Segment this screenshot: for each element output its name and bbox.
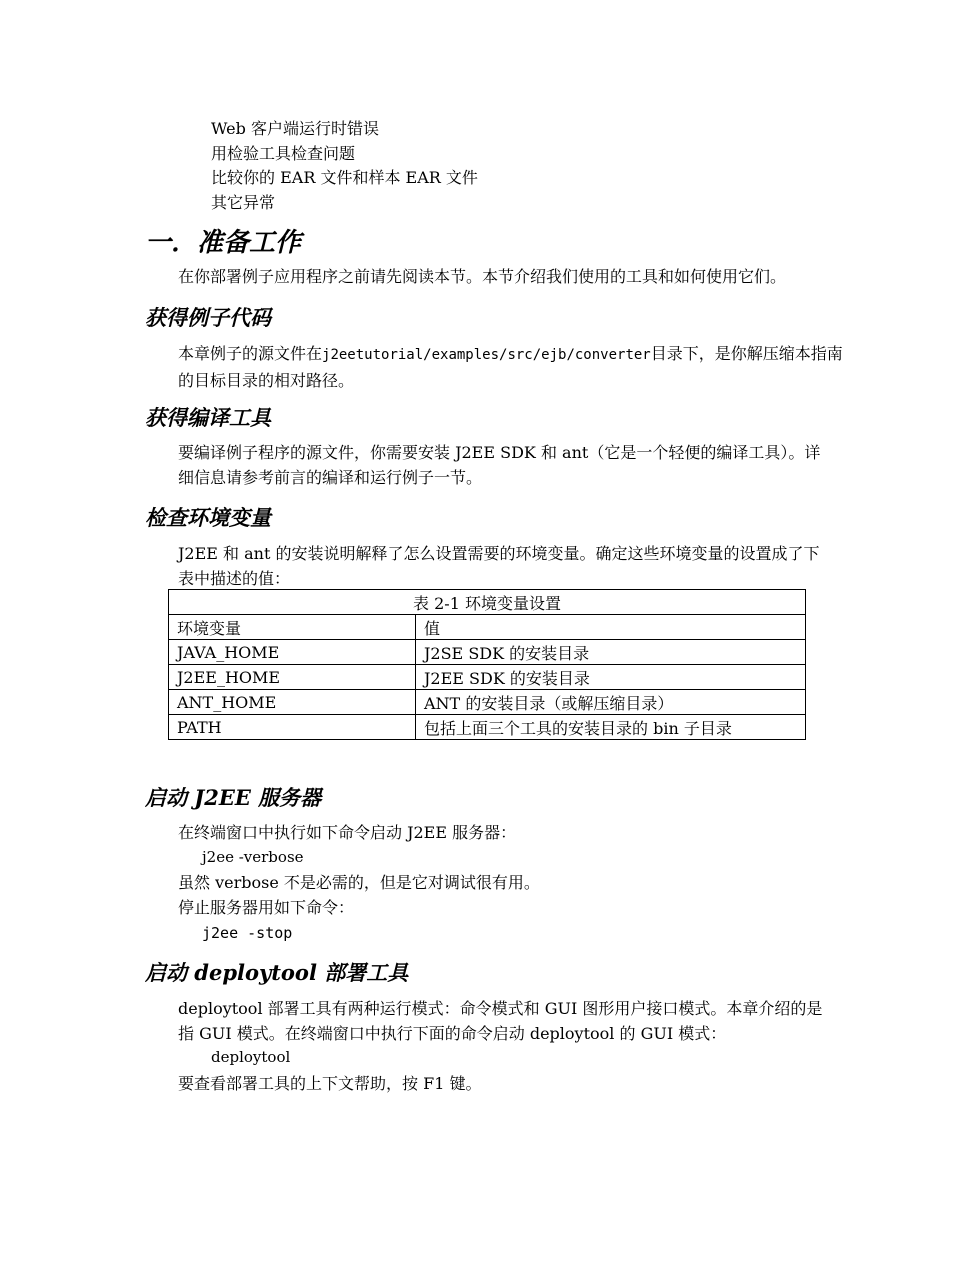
table-header-row	[169, 615, 806, 640]
toc-item: Web 客户端运行时错误	[211, 119, 379, 138]
paragraph-deploytool-help	[178, 1071, 838, 1096]
command-start-server: j2ee -verbose	[202, 848, 304, 866]
command-deploytool: deploytool	[211, 1048, 291, 1066]
heading-env-vars: 检查环境变量	[145, 505, 271, 530]
text-span: 目录下，是你解压缩本指南	[650, 344, 843, 363]
paragraph-get-tools	[178, 440, 838, 490]
chapter-heading: 一．准备工作	[145, 228, 302, 258]
toc-list	[211, 117, 478, 215]
paragraph-line: 停止服务器用如下命令：	[178, 898, 355, 917]
table-cell: ANT_HOME	[169, 690, 416, 715]
paragraph-line: deploytool 部署工具有两种运行模式：命令模式和 GUI 图形用户接口模式。本章介绍的是	[178, 999, 823, 1018]
table-cell: 包括上面三个工具的安装目录的 bin 子目录	[416, 715, 806, 740]
paragraph-line	[178, 341, 843, 368]
paragraph-line: 虽然 verbose 不是必需的，但是它对调试很有用。	[178, 873, 540, 892]
section-intro	[178, 264, 838, 289]
paragraph-line: 细信息请参考前言的编译和运行例子一节。	[178, 468, 483, 487]
table-cell: JAVA_HOME	[169, 640, 416, 665]
text-span: 本章例子的源文件在	[178, 344, 323, 363]
paragraph-env-vars	[178, 541, 838, 591]
command-stop-server: j2ee -stop	[202, 924, 293, 942]
toc-item: 比较你的 EAR 文件和样本 EAR 文件	[211, 168, 478, 187]
paragraph-get-code	[178, 341, 843, 393]
table-row	[169, 690, 806, 715]
toc-item: 其它异常	[211, 192, 276, 212]
heading-start-deploytool: 启动 deploytool 部署工具	[145, 960, 409, 985]
paragraph-line: 在终端窗口中执行如下命令启动 J2EE 服务器：	[178, 823, 517, 842]
table-cell: J2SE SDK 的安装目录	[416, 640, 806, 665]
heading-start-server: 启动 J2EE 服务器	[145, 785, 322, 810]
table-cell: ANT 的安装目录（或解压缩目录）	[416, 690, 806, 715]
paragraph-line: 要编译例子程序的源文件，你需要安装 J2EE SDK 和 ant（它是一个轻便的编译工具）。详	[178, 443, 821, 462]
paragraph-line: 表中描述的值：	[178, 569, 291, 588]
table-cell: J2EE SDK 的安装目录	[416, 665, 806, 690]
paragraph-line: 要查看部署工具的上下文帮助，按 F1 键。	[178, 1074, 482, 1093]
table-header-cell: 环境变量	[169, 615, 416, 640]
heading-get-tools: 获得编译工具	[145, 405, 271, 430]
paragraph-line: 的目标目录的相对路径。	[178, 371, 355, 390]
table-row	[169, 665, 806, 690]
table-caption: 表 2-1 环境变量设置	[169, 590, 806, 615]
paragraph-line: 在你部署例子应用程序之前请先阅读本节。本节介绍我们使用的工具和如何使用它们。	[178, 267, 787, 286]
code-path: j2eetutorial/examples/src/ejb/converter	[322, 347, 651, 363]
toc-item: 用检验工具检查问题	[211, 143, 356, 163]
table-row	[169, 640, 806, 665]
table-cell: J2EE_HOME	[169, 665, 416, 690]
env-var-table	[168, 589, 806, 740]
paragraph-start-server	[178, 820, 838, 845]
paragraph-line: J2EE 和 ant 的安装说明解释了怎么设置需要的环境变量。确定这些环境变量的设置成了下	[178, 544, 820, 563]
table-row	[169, 715, 806, 740]
paragraph-start-server-notes	[178, 870, 838, 920]
paragraph-line: 指 GUI 模式。在终端窗口中执行下面的命令启动 deploytool 的 GUI 模式：	[178, 1024, 727, 1043]
table-cell: PATH	[169, 715, 416, 740]
paragraph-deploytool	[178, 996, 838, 1046]
table-header-cell: 值	[416, 615, 806, 640]
heading-get-code: 获得例子代码	[145, 305, 271, 330]
